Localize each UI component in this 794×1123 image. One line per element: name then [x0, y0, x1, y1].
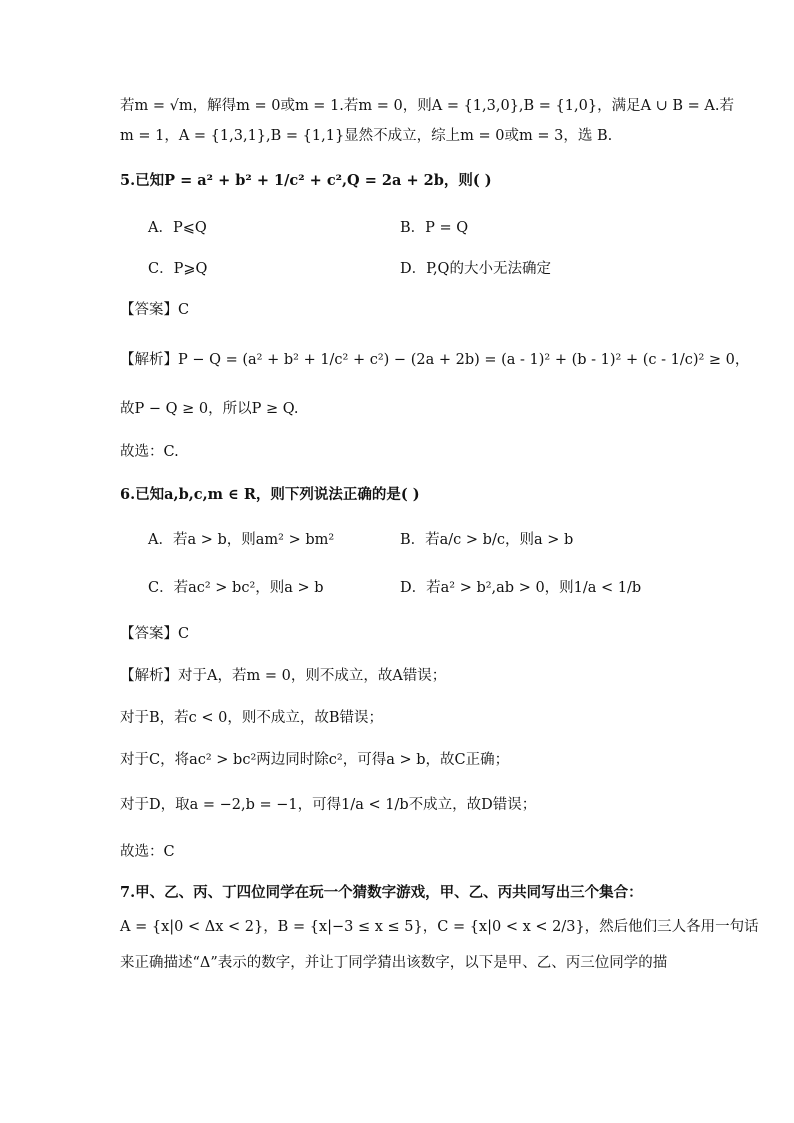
question-5-option-c: C．P⩾Q [148, 261, 208, 277]
question-5-selection: 故选：C. [120, 444, 179, 460]
question-7-line-1: 7.甲、乙、丙、丁四位同学在玩一个猜数字游戏，甲、乙、丙共同写出三个集合： [120, 884, 643, 901]
question-5-option-d: D．P,Q的大小无法确定 [400, 261, 551, 277]
question-6-option-c: C．若ac² > bc²，则a > b [148, 580, 324, 596]
question-6-answer: 【答案】C [120, 626, 190, 642]
question-6-explanation-2: 对于B，若c < 0，则不成立，故B错误； [120, 710, 384, 726]
question-5-option-a: A．P⩽Q [148, 220, 207, 236]
question-6-explanation-1: 【解析】对于A，若m = 0，则不成立，故A错误； [120, 668, 447, 684]
question-6-option-b: B．若a/c > b/c，则a > b [400, 532, 574, 548]
question-5-explanation-1: 【解析】P − Q = (a² + b² + 1/c² + c²) − (2a + 2b) = (a - 1)² + (b - 1)² + (c - 1/c)² ≥ 0， [120, 352, 750, 368]
question-6-option-d: D．若a² > b²,ab > 0，则1/a < 1/b [400, 580, 642, 596]
question-5-option-b: B．P = Q [400, 220, 469, 236]
solution-line-1: 若m = √m，解得m = 0或m = 1.若m = 0，则A = {1,3,0},B = {1,0}，满足A ∪ B = A.若 [120, 98, 735, 114]
question-6-selection: 故选：C [120, 844, 175, 860]
question-5-stem: 5.已知P = a² + b² + 1/c² + c²,Q = 2a + 2b，则( ) [120, 172, 492, 189]
question-7-line-2: A = {x|0 < Δx < 2}，B = {x|−3 ≤ x ≤ 5}，C = {x|0 < x < 2/3}，然后他们三人各用一句话 [120, 919, 759, 935]
question-6-option-a: A．若a > b，则am² > bm² [148, 532, 335, 548]
solution-line-2: m = 1，A = {1,3,1},B = {1,1}显然不成立，综上m = 0或m = 3，选 B. [120, 128, 613, 144]
question-6-explanation-4: 对于D，取a = −2,b = −1，可得1/a < 1/b不成立，故D错误； [120, 797, 537, 813]
question-5-answer: 【答案】C [120, 302, 190, 318]
question-5-explanation-2: 故P − Q ≥ 0，所以P ≥ Q. [120, 401, 299, 417]
question-6-stem: 6.已知a,b,c,m ∈ R，则下列说法正确的是( ) [120, 486, 420, 503]
question-6-explanation-3: 对于C，将ac² > bc²两边同时除c²，可得a > b，故C正确； [120, 752, 510, 768]
question-7-line-3: 来正确描述“Δ”表示的数字，并让丁同学猜出该数字，以下是甲、乙、丙三位同学的描 [120, 955, 668, 971]
